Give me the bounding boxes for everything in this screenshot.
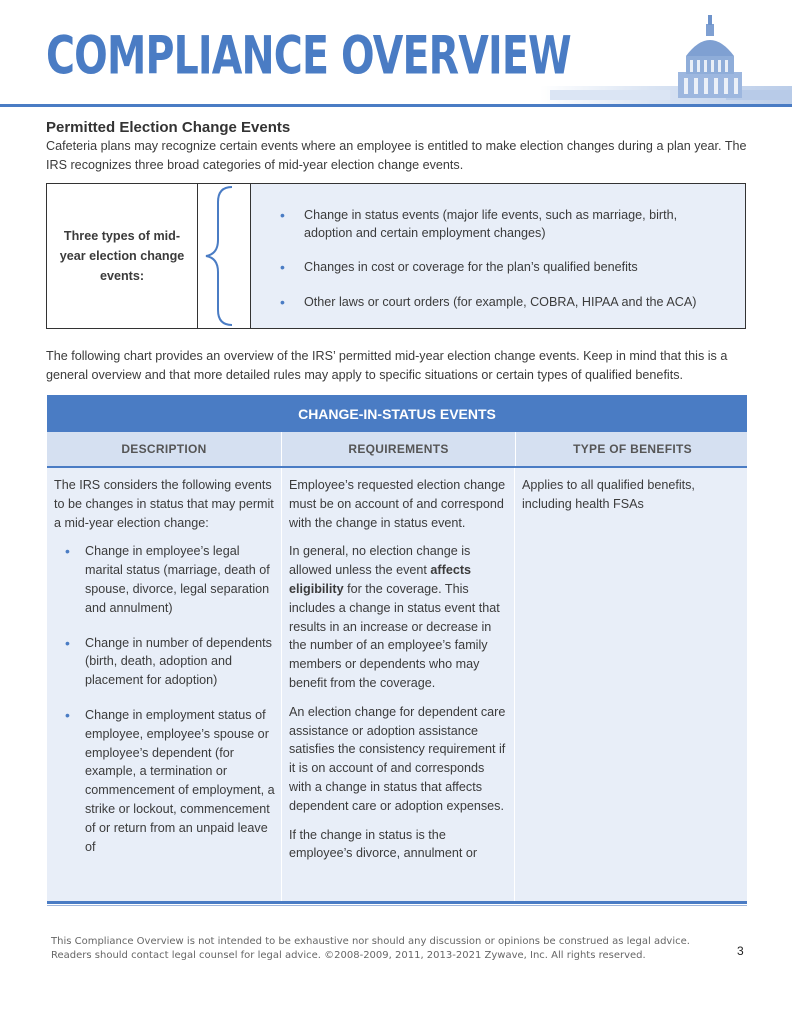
table-bottom-rule-thin	[47, 905, 747, 906]
column-header-description: DESCRIPTION	[121, 442, 207, 456]
section-title: Permitted Election Change Events	[46, 119, 291, 136]
section-intro: Cafeteria plans may recognize certain events where an employee is entitled to make election changes during a plan year. The IRS recognizes three broad categories of mid-year election change events.	[46, 139, 747, 172]
election-types-label: Three types of mid-year election change events:	[59, 229, 185, 283]
emphasis-text: affects eligibility	[289, 563, 472, 596]
text-span: In general, no election change is allowed unless the event	[289, 544, 471, 578]
list-item: • Change in employee’s legal marital status (marriage, death of spouse, divorce, legal separation and annulment)	[54, 542, 275, 617]
requirements-cell	[281, 468, 514, 902]
capitol-building-illustration	[540, 10, 792, 106]
table-header-row	[47, 432, 747, 468]
requirements-paragraph	[289, 542, 508, 692]
page-header	[0, 0, 792, 112]
benefits-text: Applies to all qualified benefits, including health FSAs	[522, 478, 695, 511]
list-item: • Other laws or court orders (for example, COBRA, HIPAA and the ACA)	[304, 293, 724, 311]
description-intro: The IRS considers the following events to be changes in status that may permit a mid-year election change:	[54, 478, 274, 530]
column-header-benefits: TYPE OF BENEFITS	[515, 432, 749, 466]
footer-disclaimer: This Compliance Overview is not intended to be exhaustive nor should any discussion or opinions be construed as legal advice. Readers should contact legal counsel for legal advice. ©2008-2009, 2011, 2013-2021 Zywave, Inc. All rights reserved.	[51, 936, 690, 961]
list-item: • Change in status events (major life events, such as marriage, birth, adoption and certain employment changes)	[304, 206, 724, 242]
election-types-list-cell	[251, 184, 745, 328]
table-row	[47, 468, 747, 902]
list-item: • Changes in cost or coverage for the plan’s qualified benefits	[304, 258, 724, 276]
change-in-status-table	[47, 395, 747, 902]
status-events-list	[54, 542, 275, 856]
brace-cell	[198, 184, 251, 328]
list-item: • Change in employment status of employee, employee’s spouse or employee’s dependent (for example, a termination or commencement of employment, a strike or lockout, commencement of or return from an unpaid leave of	[54, 706, 275, 856]
text-span: for the coverage. This includes a change in status event that results in an increase or decrease in the number of an employee’s family members or dependents who may benefit from the coverage.	[289, 581, 500, 690]
table-bottom-rule	[47, 901, 747, 904]
list-item: • Change in number of dependents (birth, death, adoption and placement for adoption)	[54, 634, 275, 690]
requirements-paragraph: Employee’s requested election change must be on account of and correspond with the change in status event.	[289, 478, 506, 530]
header-rule	[0, 104, 792, 107]
table-title: CHANGE-IN-STATUS EVENTS	[47, 395, 747, 432]
requirements-paragraph: If the change in status is the employee’s divorce, annulment or	[289, 827, 478, 861]
column-header-requirements: REQUIREMENTS	[281, 432, 515, 466]
description-cell	[47, 468, 281, 902]
curly-brace-icon	[198, 184, 250, 328]
election-types-box	[46, 183, 746, 329]
overview-paragraph: The following chart provides an overview of the IRS’ permitted mid-year election change events. Keep in mind that this is a general overview and that more detailed rules may apply to specific situations or certain types of qualified benefits.	[46, 349, 728, 382]
page-number: 3	[737, 944, 744, 958]
header-title: COMPLIANCE OVERVIEW	[46, 24, 571, 87]
requirements-paragraph: An election change for dependent care assistance or adoption assistance satisfies the consistency requirement if it is on account of and corresponds with a change in status that affects dependent care or adoption expenses.	[289, 704, 506, 813]
election-types-label-cell	[47, 184, 198, 328]
benefits-cell	[514, 468, 747, 902]
